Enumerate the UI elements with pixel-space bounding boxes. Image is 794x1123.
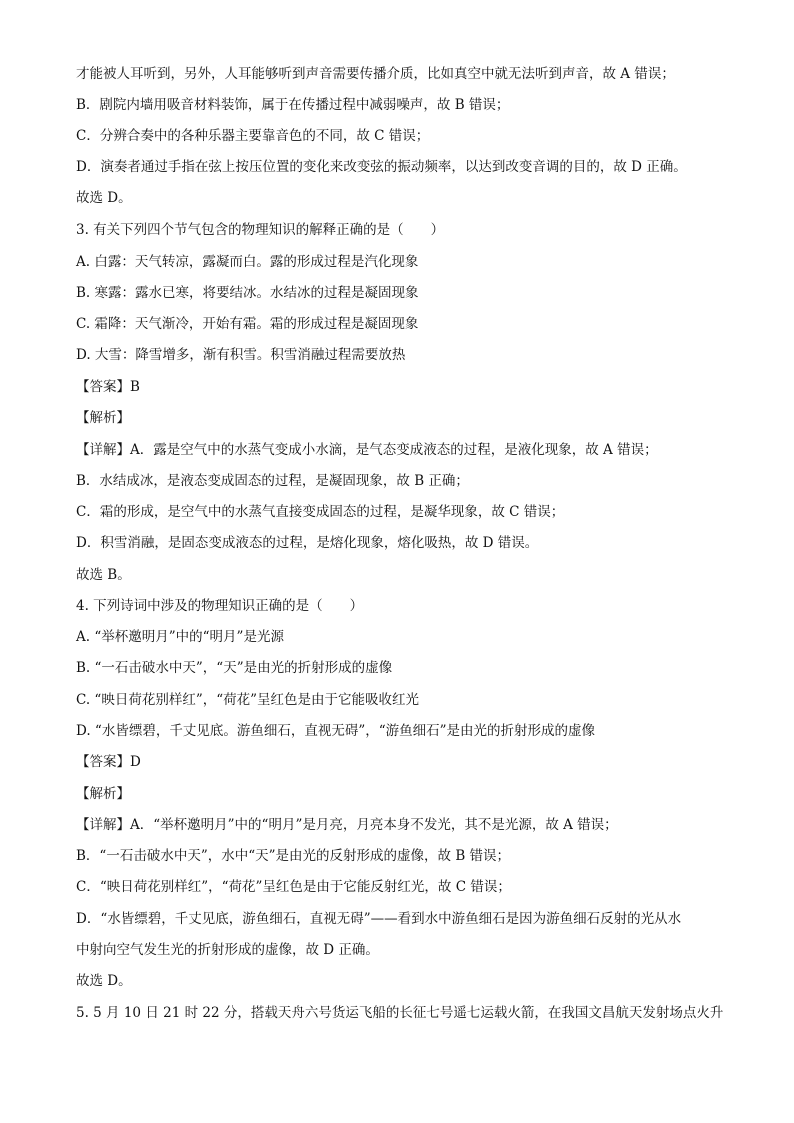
question-4-stem: 4. 下列诗词中涉及的物理知识正确的是（ ） [76, 598, 364, 614]
detail-line: 中射向空气发生光的折射形成的虚像，故 D 正确。 [76, 942, 379, 958]
option-c: C. 霜降：天气渐冷，开始有霜。霜的形成过程是凝固现象 [76, 316, 419, 332]
option-b: B. 寒露：露水已寒，将要结冰。水结冰的过程是凝固现象 [76, 285, 419, 301]
option-d: D. “水皆缥碧，千丈见底。游鱼细石，直视无碍”，“游鱼细石”是由光的折射形成的虚像 [76, 723, 596, 739]
option-a: A. “举杯邀明月”中的“明月”是光源 [76, 629, 284, 645]
detail-line: 【详解】A．露是空气中的水蒸气变成小水滴，是气态变成液态的过程，是液化现象，故 A 错误； [76, 442, 658, 458]
text-line: 故选 B。 [76, 567, 131, 583]
text-line: C．分辨合奏中的各种乐器主要靠音色的不同，故 C 错误； [76, 128, 430, 144]
detail-line: C．霜的形成，是空气中的水蒸气直接变成固态的过程，是凝华现象，故 C 错误； [76, 504, 565, 520]
answer-label: 【答案】B [76, 379, 140, 395]
analysis-label: 【解析】 [76, 786, 130, 802]
detail-line: C．“映日荷花别样红”，“荷花”呈红色是由于它能反射红光，故 C 错误； [76, 879, 511, 895]
detail-line: D．积雪消融，是固态变成液态的过程，是熔化现象，熔化吸热，故 D 错误。 [76, 535, 539, 551]
detail-line: D．“水皆缥碧，千丈见底，游鱼细石，直视无碍”——看到水中游鱼细石是因为游鱼细石反射的光从水 [76, 911, 682, 927]
text-line: 故选 D。 [76, 190, 132, 206]
detail-line: B．“一石击破水中天”，水中“天”是由光的反射形成的虚像，故 B 错误； [76, 848, 511, 864]
option-c: C. “映日荷花别样红”，“荷花”呈红色是由于它能吸收红光 [76, 692, 420, 708]
analysis-label: 【解析】 [76, 410, 130, 426]
text-line: D．演奏者通过手指在弦上按压位置的变化来改变弦的振动频率，以达到改变音调的目的，故 D 正确。 [76, 159, 687, 175]
answer-label: 【答案】D [76, 754, 141, 770]
question-5-stem: 5. 5 月 10 日 21 时 22 分，搭载天舟六号货运飞船的长征七号遥七运载火箭，在我国文昌航天发射场点火升 [76, 1005, 724, 1021]
detail-line: B．水结成冰，是液态变成固态的过程，是凝固现象，故 B 正确； [76, 473, 469, 489]
text-line: 才能被人耳听到，另外，人耳能够听到声音需要传播介质，比如真空中就无法听到声音，故 A 错误； [76, 66, 675, 82]
option-d: D. 大雪：降雪增多，渐有积雪。积雪消融过程需要放热 [76, 347, 406, 363]
detail-line: 【详解】A．“举杯邀明月”中的“明月”是月亮，月亮本身不发光，其不是光源，故 A 错误； [76, 817, 618, 833]
text-line: 故选 D。 [76, 973, 132, 989]
text-line: B．剧院内墙用吸音材料装饰，属于在传播过程中减弱噪声，故 B 错误； [76, 97, 510, 113]
option-a: A. 白露：天气转凉，露凝而白。露的形成过程是汽化现象 [76, 254, 419, 270]
option-b: B. “一石击破水中天”，“天”是由光的折射形成的虚像 [76, 660, 393, 676]
question-3-stem: 3. 有关下列四个节气包含的物理知识的解释正确的是（ ） [76, 222, 445, 238]
